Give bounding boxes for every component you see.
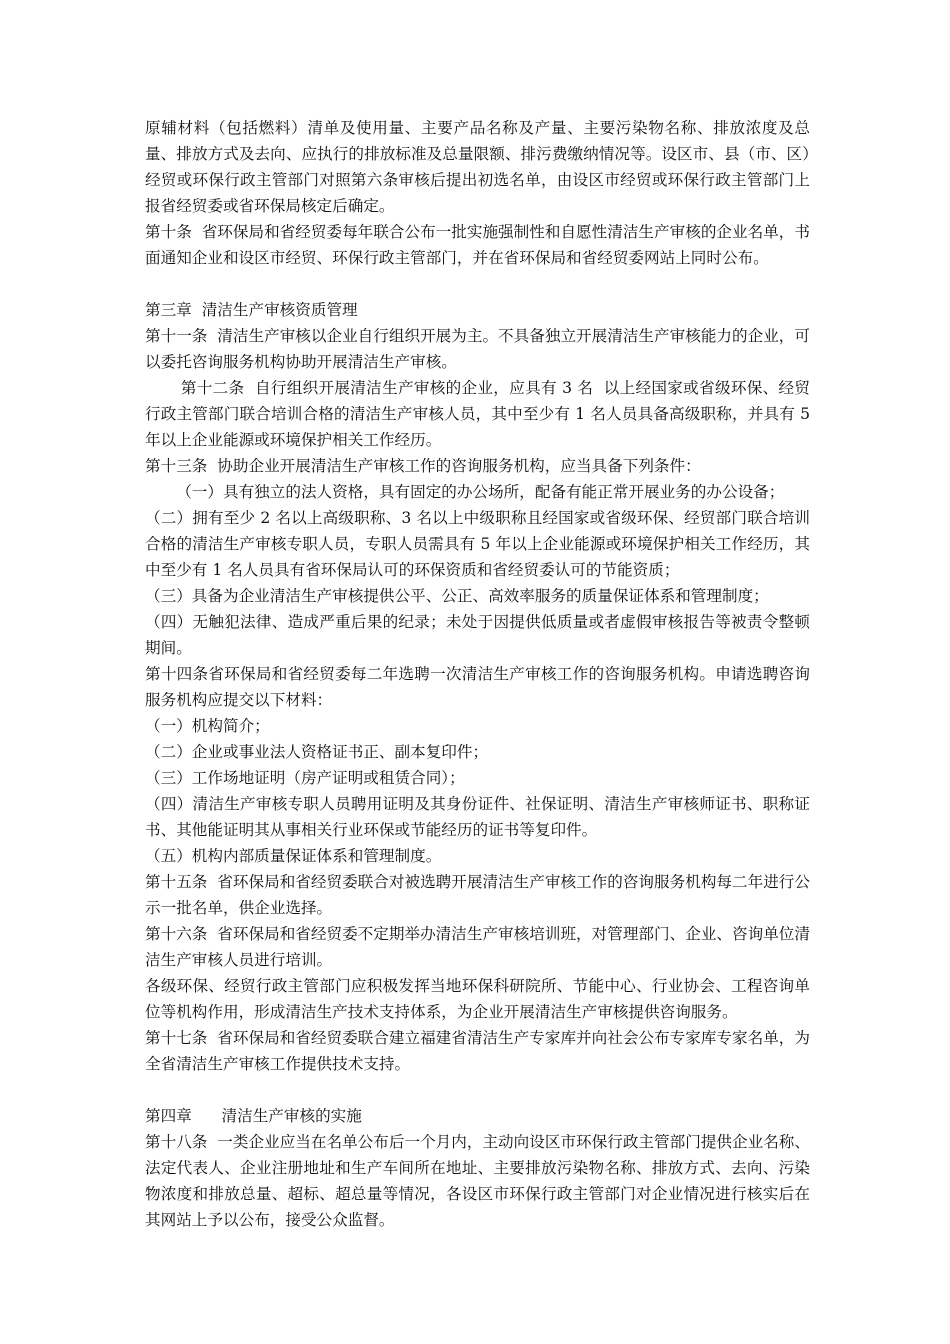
article-13-item-2: （二）拥有至少 2 名以上高级职称、3 名以上中级职称且经国家或省级环保、经贸部门联合培训合格的清洁生产审核专职人员，专职人员需具有 5 年以上企业能源或环境保护相关工作经历，其中至少有 1 名人员具有省环保局认可的环保资质和省经贸委认可的节能资质； [145, 509, 810, 579]
article-12: 第十二条 自行组织开展清洁生产审核的企业，应具有 3 名 以上经国家或省级环保、经贸行政主管部门联合培训合格的清洁生产审核人员，其中至少有 1 名人员具备高级职称，并具有 5 年以上企业能源或环境保护相关工作经历。 [145, 379, 815, 449]
article-16-support-system: 各级环保、经贸行政主管部门应积极发挥当地环保科研院所、节能中心、行业协会、工程咨询单位等机构作用，形成清洁生产技术支持体系，为企业开展清洁生产审核提供咨询服务。 [145, 977, 810, 1021]
spacer [145, 271, 810, 297]
article-14-item-4: （四）清洁生产审核专职人员聘用证明及其身份证件、社保证明、清洁生产审核师证书、职称证书、其他能证明其从事相关行业环保或节能经历的证书等复印件。 [145, 795, 810, 839]
article-14-item-3: （三）工作场地证明（房产证明或租赁合同）； [145, 769, 465, 787]
article-14-item-5: （五）机构内部质量保证体系和管理制度。 [145, 847, 442, 865]
article-13-item-4: （四）无触犯法律、造成严重后果的纪录；未处于因提供低质量或者虚假审核报告等被责令整顿期间。 [145, 613, 810, 657]
document-body [145, 115, 815, 1233]
article-13-item-3: （三）具备为企业清洁生产审核提供公平、公正、高效率服务的质量保证体系和管理制度； [145, 587, 769, 605]
chapter-3-heading: 第三章 清洁生产审核资质管理 [145, 301, 358, 319]
article-14-item-1: （一）机构简介； [145, 717, 270, 735]
chapter-4-heading: 第四章 清洁生产审核的实施 [145, 1107, 362, 1125]
spacer [145, 1077, 810, 1103]
article-11: 第十一条 清洁生产审核以企业自行组织开展为主。不具备独立开展清洁生产审核能力的企业，可以委托咨询服务机构协助开展清洁生产审核。 [145, 327, 810, 371]
article-16: 第十六条 省环保局和省经贸委不定期举办清洁生产审核培训班，对管理部门、企业、咨询单位清洁生产审核人员进行培训。 [145, 925, 810, 969]
article-10: 第十条 省环保局和省经贸委每年联合公布一批实施强制性和自愿性清洁生产审核的企业名单，书面通知企业和设区市经贸、环保行政主管部门，并在省环保局和省经贸委网站上同时公布。 [145, 223, 810, 267]
article-15: 第十五条 省环保局和省经贸委联合对被选聘开展清洁生产审核工作的咨询服务机构每二年进行公示一批名单，供企业选择。 [145, 873, 810, 917]
article-18: 第十八条 一类企业应当在名单公布后一个月内，主动向设区市环保行政主管部门提供企业名称、法定代表人、企业注册地址和生产车间所在地址、主要排放污染物名称、排放方式、去向、污染物浓度和排放总量、超标、超总量等情况，各设区市环保行政主管部门对企业情况进行核实后在其网站上予以公布，接受公众监督。 [145, 1133, 810, 1229]
article-17: 第十七条 省环保局和省经贸委联合建立福建省清洁生产专家库并向社会公布专家库专家名单，为全省清洁生产审核工作提供技术支持。 [145, 1029, 810, 1073]
paragraph-materials-list: 原辅材料（包括燃料）清单及使用量、主要产品名称及产量、主要污染物名称、排放浓度及总量、排放方式及去向、应执行的排放标准及总量限额、排污费缴纳情况等。设区市、县（市、区）经贸或环保行政主管部门对照第六条审核后提出初选名单，由设区市经贸或环保行政主管部门上报省经贸委或省环保局核定后确定。 [145, 119, 810, 215]
article-13-item-1: （一）具有独立的法人资格，具有固定的办公场所，配备有能正常开展业务的办公设备； [176, 483, 785, 501]
article-13: 第十三条 协助企业开展清洁生产审核工作的咨询服务机构，应当具备下列条件： [145, 457, 701, 475]
article-14: 第十四条省环保局和省经贸委每二年选聘一次清洁生产审核工作的咨询服务机构。申请选聘咨询服务机构应提交以下材料： [145, 665, 810, 709]
article-14-item-2: （二）企业或事业法人资格证书正、副本复印件； [145, 743, 489, 761]
